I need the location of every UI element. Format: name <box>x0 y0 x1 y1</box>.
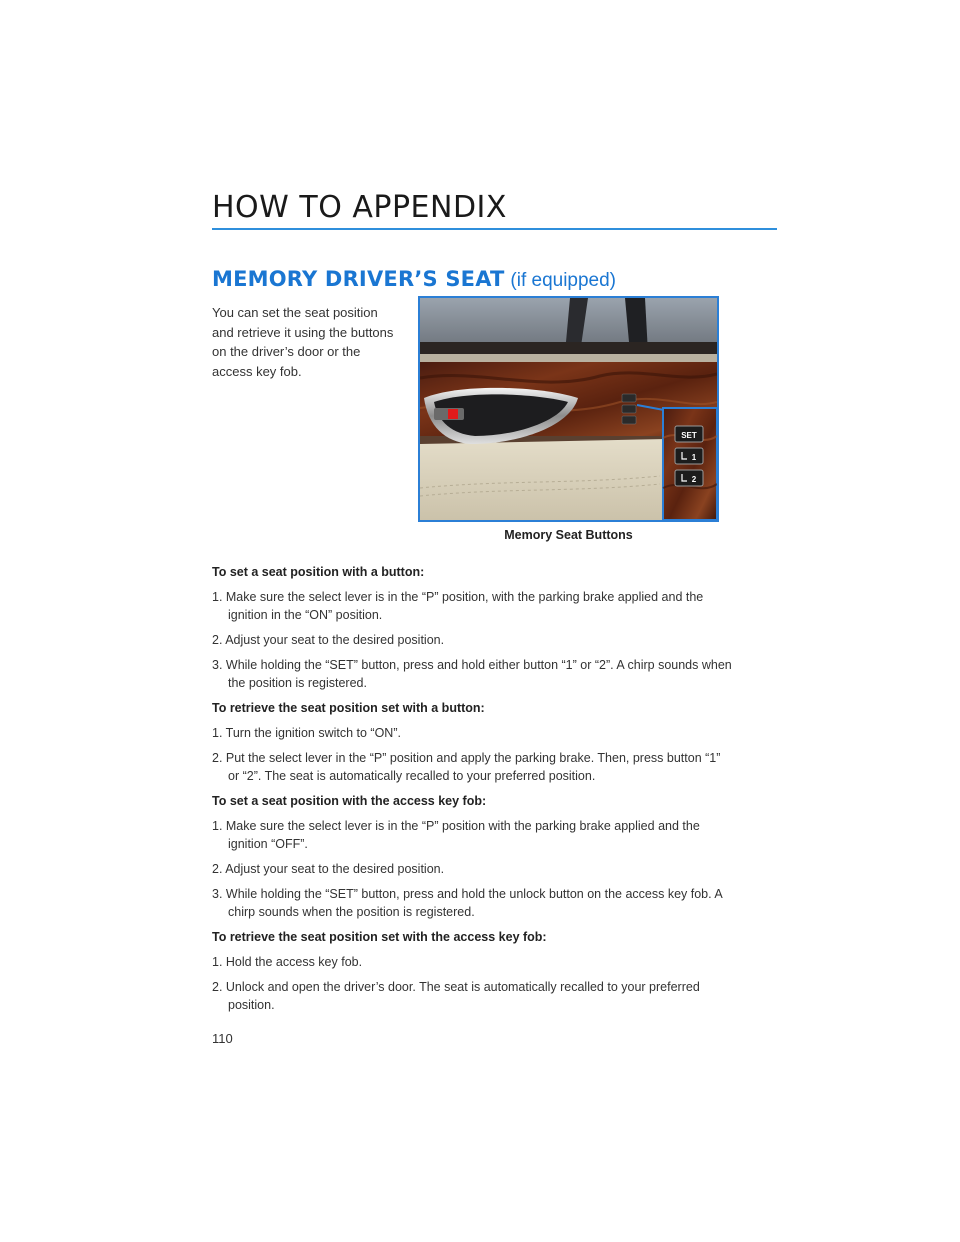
step-item: 1. Make sure the select lever is in the “P” position, with the parking brake applied and the ignition in the “ON” position. <box>212 590 704 622</box>
step-item: 1. Hold the access key fob. <box>212 955 363 969</box>
memory-button-1-closeup <box>675 448 703 464</box>
figure-caption: Memory Seat Buttons <box>504 528 633 542</box>
step-item: 3. While holding the “SET” button, press and hold the unlock button on the access key fob. A chirp sounds when the position is registered. <box>212 887 723 919</box>
step-item: 2. Unlock and open the driver’s door. The seat is automatically recalled to your preferred position. <box>212 980 700 1012</box>
section-title-main: MEMORY DRIVER’S SEAT <box>212 267 505 291</box>
memory-seat-photo <box>418 296 719 522</box>
step-item: 1. Make sure the select lever is in the “P” position with the parking brake applied and the ignition “OFF”. <box>212 819 700 851</box>
section-title <box>212 266 616 294</box>
procedure-set-button <box>212 563 732 692</box>
step-list <box>212 953 732 1014</box>
instructions <box>212 563 732 1021</box>
procedure-heading: To retrieve the seat position set with a button: <box>212 701 485 715</box>
memory-button-2-closeup <box>675 470 703 486</box>
procedure-set-keyfob <box>212 792 732 921</box>
header-divider <box>212 228 777 230</box>
section-title-qualifier: (if equipped) <box>510 270 617 291</box>
procedure-heading: To retrieve the seat position set with the access key fob: <box>212 930 547 944</box>
step-list <box>212 588 732 692</box>
memory-button-1-label: 1 <box>691 453 697 462</box>
page-number: 110 <box>212 1031 233 1046</box>
step-item: 2. Adjust your seat to the desired position. <box>212 633 445 647</box>
memory-button-2-label: 2 <box>691 475 697 484</box>
step-list <box>212 724 732 785</box>
step-item: 1. Turn the ignition switch to “ON”. <box>212 726 401 740</box>
procedure-retrieve-button <box>212 699 732 785</box>
chapter-title: HOW TO APPENDIX <box>212 190 507 225</box>
procedure-retrieve-keyfob <box>212 928 732 1014</box>
procedure-heading: To set a seat position with the access key fob: <box>212 794 487 808</box>
step-list <box>212 817 732 921</box>
set-button-label: SET <box>681 431 697 440</box>
set-button-closeup <box>675 426 703 442</box>
step-item: 2. Put the select lever in the “P” position and apply the parking brake. Then, press button “1” or “2”. The seat is automatically recalled to your preferred position. <box>212 751 721 783</box>
step-item: 3. While holding the “SET” button, press and hold either button “1” or “2”. A chirp sounds when the position is registered. <box>212 658 732 690</box>
step-item: 2. Adjust your seat to the desired position. <box>212 862 445 876</box>
procedure-heading: To set a seat position with a button: <box>212 565 425 579</box>
intro-paragraph: You can set the seat position and retrieve it using the buttons on the driver’s door or the access key fob. <box>212 305 394 379</box>
